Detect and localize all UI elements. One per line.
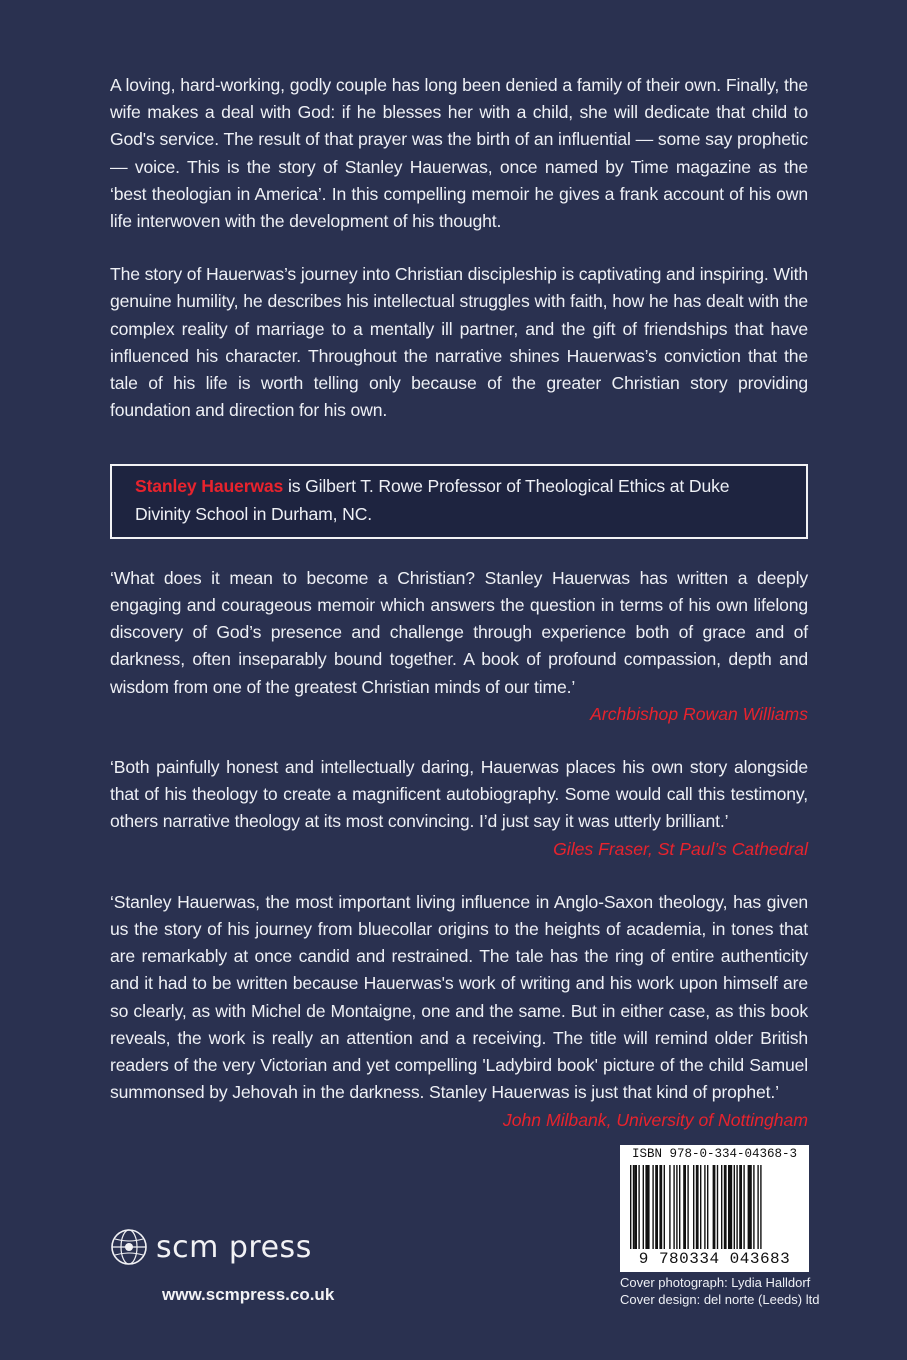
barcode-bar [721, 1165, 722, 1249]
barcode-bar [700, 1165, 701, 1249]
barcode-bar [633, 1165, 634, 1249]
isbn-barcode [620, 1145, 809, 1272]
barcode-bar [683, 1165, 686, 1249]
barcode-bar [655, 1165, 658, 1249]
barcode-bar [638, 1165, 639, 1249]
barcode-bar [743, 1165, 744, 1249]
barcode-bar [659, 1165, 662, 1249]
publisher-website: www.scmpress.co.uk [162, 1285, 335, 1304]
barcode-bar [693, 1165, 694, 1249]
barcode-bar [717, 1165, 718, 1249]
barcode-bar [645, 1165, 649, 1249]
author-name: Stanley Hauerwas [135, 476, 284, 497]
scm-globe-logo-icon [110, 1228, 148, 1266]
endorsement-quote-1: ‘What does it mean to become a Christian? Stanley Hauerwas has written a deeply engaging and courageous memoir which answers the question in terms of his own lifelong discovery of God’s presence and challenge through experience both of grace and of darkness, often inseparably bound together. A book of profound compassion, depth and wisdom from one of the greatest Christian minds of our time.’ [110, 567, 808, 697]
barcode-bar [664, 1165, 665, 1249]
intro-paragraph-2: The story of Hauerwas’s journey into Christian discipleship is captivating and inspiring. With genuine humility, he describes his intellectual struggles with faith, how he has dealt with the complex reality of marriage to a mentally ill partner, and the gift of friendships that have influenced his character. Throughout the narrative shines Hauerwas’s conviction that the tale of his life is worth telling only because of the greater Christian story providing foundation and direction for his own. [110, 264, 808, 421]
barcode-bar [713, 1165, 716, 1249]
barcode-bar [736, 1165, 737, 1249]
intro-paragraph-1: A loving, hard-working, godly couple has long been denied a family of their own. Finally, the wife makes a deal with God: if he blesses her with a child, she will dedicate that child to God's service. The result of that prayer was the birth of an influential — some say prophetic — voice. This is the story of Stanley Hauerwas, once named by Time magazine as the ‘best theologian in America’. In this compelling memoir he gives a frank account of his own life interwoven with the development of his thought. [110, 75, 808, 232]
back-cover-text [110, 72, 808, 1160]
barcode-bar [724, 1165, 727, 1249]
barcode-bar [734, 1165, 735, 1249]
publisher-name: scm press [156, 1230, 312, 1265]
endorsement-quote-3: ‘Stanley Hauerwas, the most important living influence in Anglo-Saxon theology, has given us the story of his journey from bluecollar origins to the heights of academia, in tones that are remarkably at once candid and restrained. The tale has the ring of entire authenticity and it had to be written because Hauerwas's work of writing and his work upon himself are so clearly, as with Michel de Montaigne, one and the same. But in either case, as this book reveals, the work is really an attention and a receiving. The title will remind older British readers of the very Victorian and yet compelling 'Ladybird book' picture of the child Samuel summonsed by Jehovah in the darkness. Stanley Hauerwas is just that kind of prophet.’ [110, 891, 808, 1103]
barcode-bar [673, 1165, 674, 1249]
cover-design-credit: Cover design: del norte (Leeds) ltd [620, 1292, 820, 1307]
cover-credits [620, 1274, 819, 1308]
barcode-bar [757, 1165, 758, 1249]
endorsement-attribution-1: Archbishop Rowan Williams [590, 703, 808, 724]
author-bio-text: is Gilbert T. Rowe Professor of Theological Ethics at Duke Divinity School in Durham, NC. [135, 476, 730, 524]
barcode-bar [739, 1165, 742, 1249]
barcode-bar [753, 1165, 754, 1249]
cover-photo-credit: Cover photograph: Lydia Halldorf [620, 1275, 811, 1290]
publisher-logo [110, 1228, 350, 1268]
endorsement-attribution-3: John Milbank, University of Nottingham [502, 1109, 808, 1130]
barcode-bar [669, 1165, 670, 1249]
barcode-bar [707, 1165, 708, 1249]
barcode-bar [687, 1165, 688, 1249]
barcode-bar [760, 1165, 761, 1249]
author-bio-box [110, 464, 808, 538]
barcode-digits: 9 780334 043683 [638, 1250, 791, 1268]
isbn-label: ISBN 978-0-334-04368-3 [631, 1147, 798, 1161]
barcode-bar [676, 1165, 677, 1249]
barcode-bar [748, 1165, 752, 1249]
barcode-bar [704, 1165, 705, 1249]
barcode-bar [643, 1165, 644, 1249]
barcode-bars [626, 1165, 803, 1249]
endorsement-quote-2: ‘Both painfully honest and intellectually daring, Hauerwas places his own story alongside that of his theology to create a magnificent autobiography. Some would call this testimony, others narrative theology at its most convincing. I’d just say it was utterly brilliant.’ [110, 757, 808, 832]
barcode-bar [728, 1165, 732, 1249]
endorsement-attribution-2: Giles Fraser, St Paul’s Cathedral [553, 838, 808, 859]
barcode-bar [634, 1165, 637, 1249]
barcode-bar [679, 1165, 680, 1249]
barcode-bar [696, 1165, 699, 1249]
barcode-bar [652, 1165, 653, 1249]
author-bio [135, 473, 784, 527]
barcode-bar [630, 1165, 631, 1249]
